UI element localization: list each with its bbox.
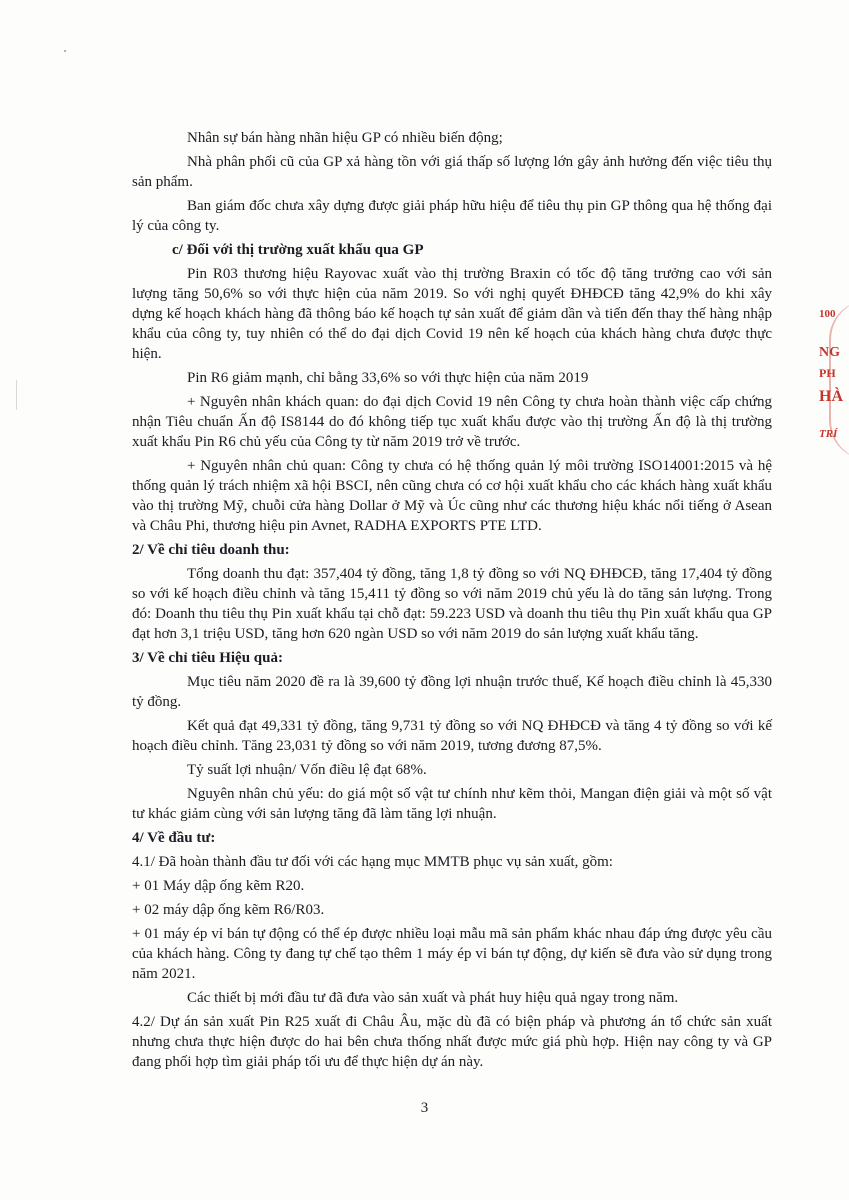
stamp-text-2: NG <box>819 345 840 360</box>
paragraph-objective-cause: + Nguyên nhân khách quan: do đại dịch Covid 19 nên Công ty chưa hoàn thành việc cấp chứng nhận Tiêu chuẩn Ấn độ IS8144 do đó không tiếp tục xuất khẩu được vào thị trường Ấn độ là thị trường xuất khẩu Pin R6 chủ yếu của Công ty từ năm 2019 trở về trước. <box>132 394 772 450</box>
section-heading-efficiency: 3/ Về chỉ tiêu Hiệu quả: <box>132 650 283 666</box>
paragraph-management: Ban giám đốc chưa xây dựng được giải pháp hữu hiệu để tiêu thụ pin GP thông qua hệ thống đại lý của công ty. <box>132 198 772 234</box>
section-heading-export-gp: c/ Đối với thị trường xuất khẩu qua GP <box>172 242 424 258</box>
page-body <box>132 128 772 1076</box>
section-heading-investment: 4/ Về đầu tư: <box>132 830 216 846</box>
paragraph-r6-decline: Pin R6 giảm mạnh, chỉ bằng 33,6% so với thực hiện của năm 2019 <box>187 370 589 386</box>
stamp-text-5: TRÍ <box>819 428 838 440</box>
paragraph-subjective-cause: + Nguyên nhân chủ quan: Công ty chưa có hệ thống quản lý môi trường ISO14001:2015 và hệ thống quản lý trách nhiệm xã hội BSCI, nên cũng chưa có cơ hội xuất khẩu cho các khách hàng xuất khẩu vào thị trường Mỹ, chuỗi cửa hàng Dollar ở Mỹ và Úc cũng như các thương hiệu khác nổi tiếng ở Asean và Châu Phi, thương hiệu pin Avnet, RADHA EXPORTS PTE LTD. <box>132 458 772 534</box>
paragraph-result: Kết quả đạt 49,331 tỷ đồng, tăng 9,731 tỷ đồng so với NQ ĐHĐCĐ và tăng 4 tỷ đồng so với kế hoạch điều chỉnh. Tăng 23,031 tỷ đồng so với năm 2019, tương đương 87,5%. <box>132 718 772 754</box>
section-heading-revenue: 2/ Về chỉ tiêu doanh thu: <box>132 542 290 558</box>
stamp-text-1: 100 <box>819 308 836 320</box>
paragraph-target-2020: Mục tiêu năm 2020 đề ra là 39,600 tỷ đồng lợi nhuận trước thuế, Kế hoạch điều chỉnh là 45,330 tỷ đồng. <box>132 674 772 710</box>
paragraph-r03-rayovac: Pin R03 thương hiệu Rayovac xuất vào thị trường Braxin có tốc độ tăng trưởng cao với sản lượng tăng 50,6% so với thực hiện của năm 2019. So với nghị quyết ĐHĐCĐ tăng 42,9% do khi xây dựng kế hoạch khách hàng đã thông báo kế hoạch tự sản xuất để giảm dần và tiến đến thay thế hàng nhập khẩu của công ty, tuy nhiên có thể do đại dịch Covid 19 nên kế hoạch của khách hàng chưa được thực hiện. <box>132 266 772 362</box>
paragraph-sales-staff: Nhân sự bán hàng nhãn hiệu GP có nhiều biến động; <box>187 130 503 146</box>
paragraph-main-cause: Nguyên nhân chủ yếu: do giá một số vật tư chính như kẽm thỏi, Mangan điện giải và một số vật tư khác giảm cùng với sản lượng tăng đã làm tăng lợi nhuận. <box>132 786 772 822</box>
paragraph-total-revenue: Tổng doanh thu đạt: 357,404 tỷ đồng, tăng 1,8 tỷ đồng so với NQ ĐHĐCĐ, tăng 17,404 tỷ đồng so với kế hoạch điều chỉnh và tăng 15,411 tỷ đồng so với năm 2019 chủ yếu là do tăng sản lượng. Trong đó: Doanh thu tiêu thụ Pin xuất khẩu tại chỗ đạt: 59.223 USD và doanh thu tiêu thụ Pin xuất khẩu qua GP đạt hơn 3,1 triệu USD, tăng hơn 620 ngàn USD so với năm 2019 do sản lượng xuất khẩu tăng. <box>132 566 772 642</box>
page-number: 3 <box>420 1100 429 1116</box>
paragraph-new-equipment: Các thiết bị mới đầu tư đã đưa vào sản xuất và phát huy hiệu quả ngay trong năm. <box>187 990 679 1006</box>
paragraph-investment-4-2: 4.2/ Dự án sản xuất Pin R25 xuất đi Châu Âu, mặc dù đã có biện pháp và phương án tổ chức sản xuất nhưng chưa thực hiện được do hai bên chưa thống nhất được mức giá phù hợp. Hiện nay công ty và GP đang phối hợp tìm giải pháp tối ưu để thực hiện dự án này. <box>132 1014 772 1070</box>
paragraph-old-distributor: Nhà phân phối cũ của GP xả hàng tồn với giá thấp số lượng lớn gây ảnh hưởng đến việc tiêu thụ sản phẩm. <box>132 154 772 190</box>
red-seal-stamp <box>819 300 849 460</box>
stamp-text-4: HÀ <box>819 388 843 405</box>
list-item-blister-machine: + 01 máy ép vỉ bán tự động có thể ép được nhiều loại mẫu mã sản phẩm khác nhau đáp ứng được yêu cầu của khách hàng. Công ty đang tự chế tạo thêm 1 máy ép vỉ bán tự động, dự kiến sẽ đưa vào sử dụng trong năm 2021. <box>132 926 772 982</box>
scan-mark <box>16 380 17 410</box>
paragraph-investment-4-1: 4.1/ Đã hoàn thành đầu tư đối với các hạng mục MMTB phục vụ sản xuất, gồm: <box>132 854 613 870</box>
stamp-text-3: PH <box>819 366 836 380</box>
scan-speck <box>64 50 66 52</box>
paragraph-profit-ratio: Tỷ suất lợi nhuận/ Vốn điều lệ đạt 68%. <box>187 762 427 778</box>
list-item-r6-r03-machine: + 02 máy dập ống kẽm R6/R03. <box>132 902 325 918</box>
list-item-r20-machine: + 01 Máy dập ống kẽm R20. <box>132 878 305 894</box>
